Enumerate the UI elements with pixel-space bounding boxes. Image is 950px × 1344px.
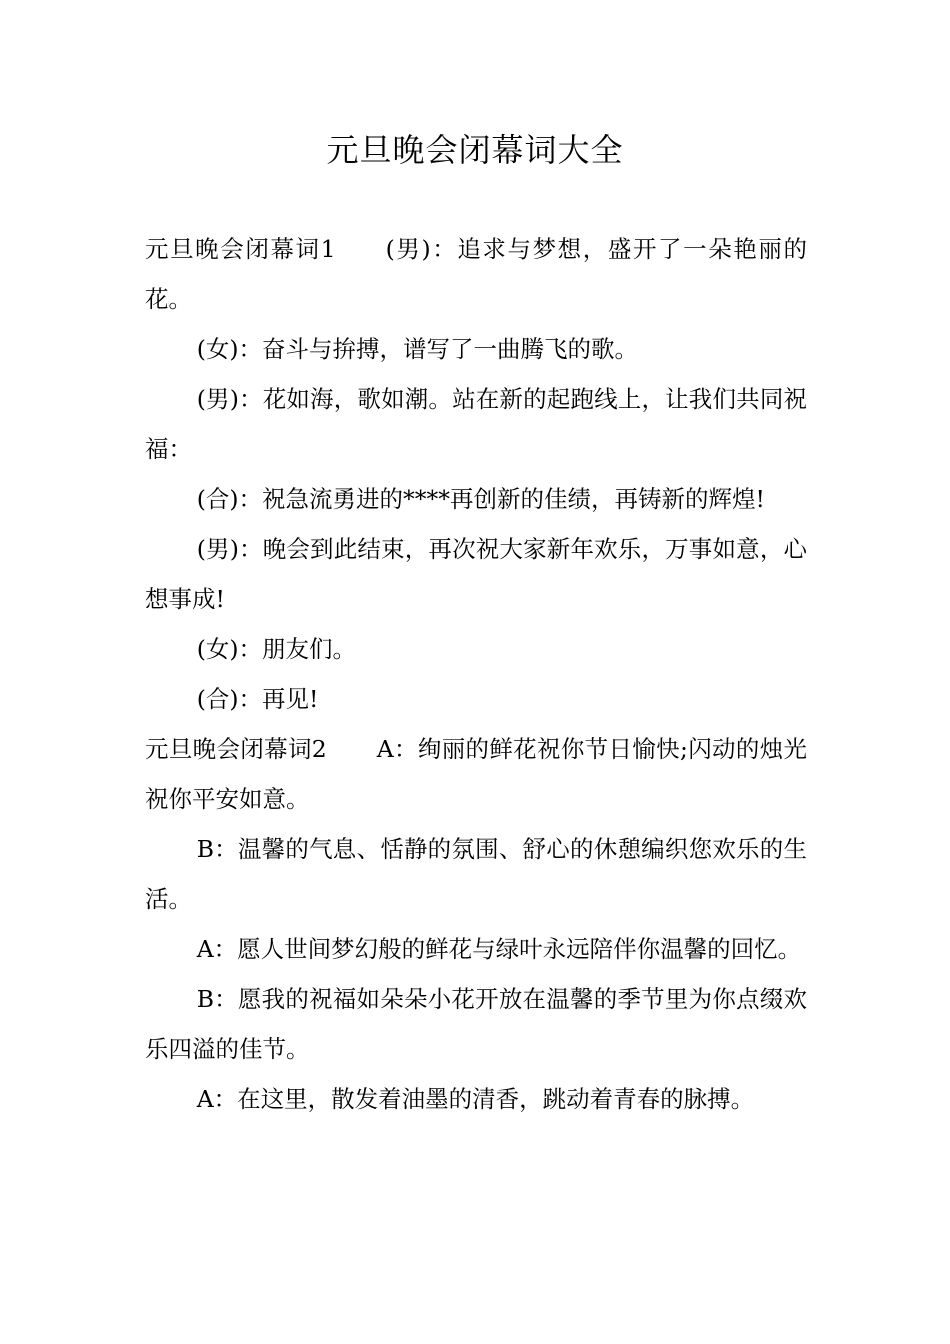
paragraph: A：愿人世间梦幻般的鲜花与绿叶永远陪伴你温馨的回忆。 [196, 935, 802, 963]
paragraph: (男)：晚会到此结束，再次祝大家新年欢乐，万事如意，心想事成! [145, 535, 807, 613]
dialogue-line: (男)：追求与梦想，盛开了一朵艳丽的花。 [145, 235, 808, 313]
paragraph: A：在这里，散发着油墨的清香，跳动着青春的脉搏。 [196, 1085, 755, 1113]
section-heading: 元旦晚会闭幕词1 [145, 235, 336, 263]
paragraph: B：温馨的气息、恬静的氛围、舒心的休憩编织您欢乐的生活。 [145, 835, 807, 913]
dialogue-line: A：绚丽的鲜花祝你节日愉快;闪动的烛光祝你平安如意。 [145, 735, 808, 813]
paragraph: (女)：奋斗与拚搏，谱写了一曲腾飞的歌。 [196, 335, 639, 363]
paragraph: (女)：朋友们。 [196, 635, 357, 663]
paragraph: (男)：花如海，歌如潮。站在新的起跑线上，让我们共同祝福： [145, 385, 807, 463]
paragraph: B：愿我的祝福如朵朵小花开放在温馨的季节里为你点缀欢乐四溢的佳节。 [145, 985, 807, 1063]
paragraph: (合)：再见! [196, 685, 319, 713]
paragraph [145, 224, 807, 324]
page-title: 元旦晚会闭幕词大全 [326, 131, 624, 169]
paragraph [145, 724, 807, 824]
paragraph: (合)：祝急流勇进的****再创新的佳绩，再铸新的辉煌! [196, 485, 765, 513]
document-body [145, 224, 807, 1124]
section-heading: 元旦晚会闭幕词2 [145, 735, 327, 763]
